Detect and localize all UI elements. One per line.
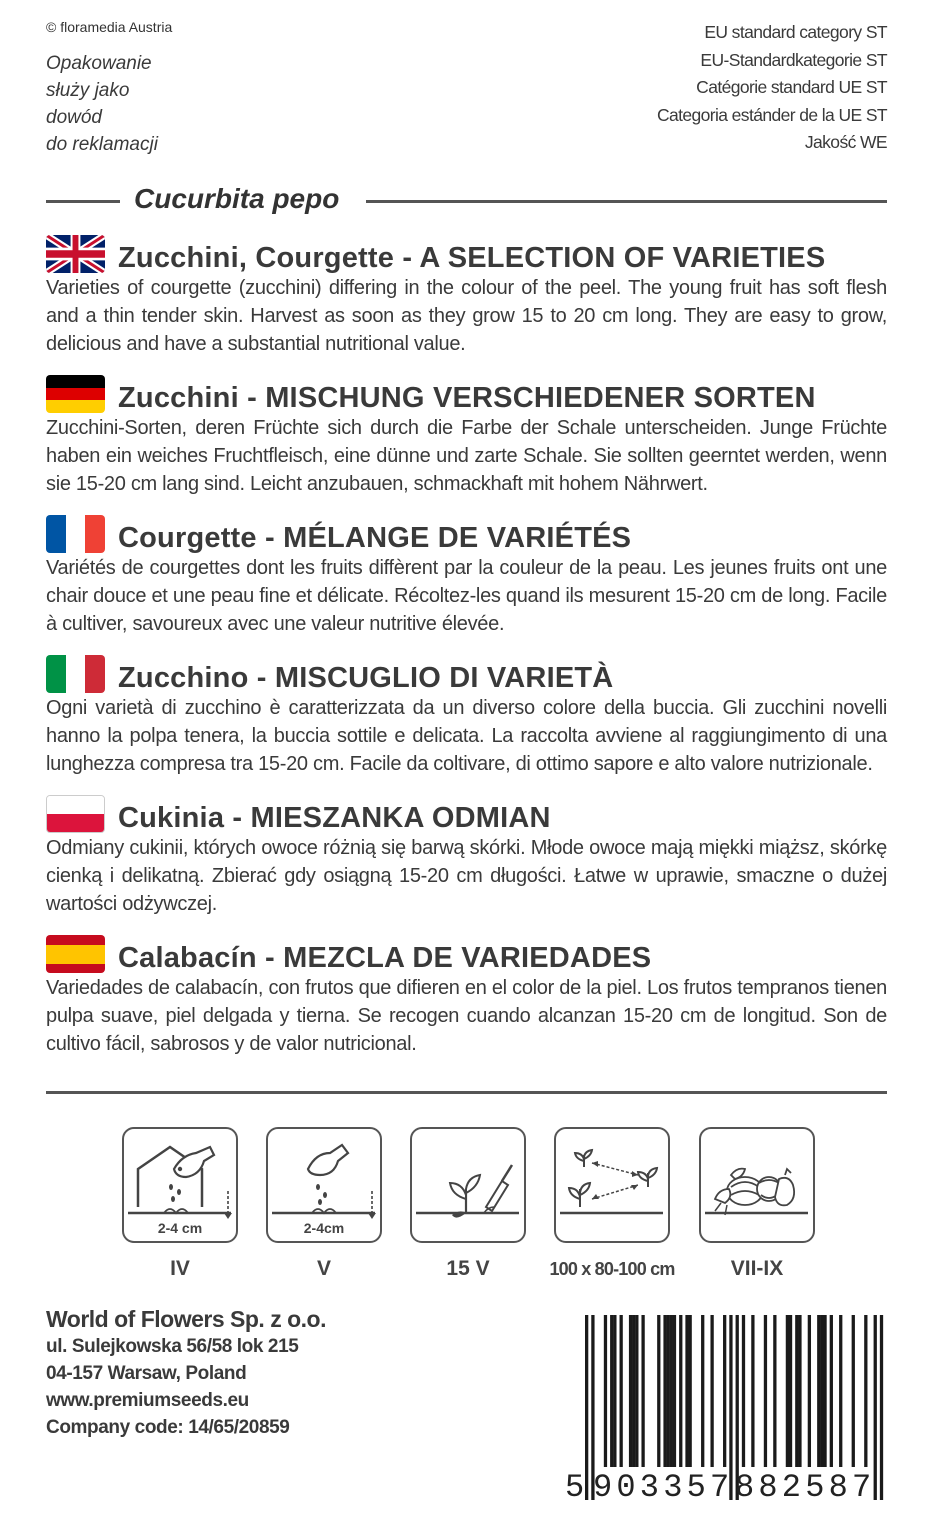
- lang-section-es: [46, 935, 887, 1058]
- lang-section-pl: [46, 795, 887, 918]
- barcode-left-group: 903357: [593, 1469, 734, 1506]
- company-website: www.premiumseeds.eu: [46, 1390, 249, 1411]
- barcode-bar: [839, 1315, 842, 1467]
- barcode-bar: [808, 1315, 811, 1467]
- divider-right: [366, 200, 887, 203]
- barcode-first-digit: 5: [565, 1469, 585, 1506]
- spacing-value: 100 x 80-100 cm: [549, 1259, 675, 1279]
- barcode-bar: [613, 1315, 616, 1467]
- complaint-line: służy jako: [46, 80, 130, 101]
- indoor-sowing-icon: [122, 1127, 238, 1243]
- barcode-bar: [880, 1315, 883, 1500]
- copyright-notice: © floramedia Austria: [46, 19, 173, 35]
- barcode-bar: [689, 1315, 692, 1467]
- barcode-bar: [795, 1315, 798, 1467]
- latin-name: Cucurbita pepo: [134, 183, 340, 214]
- barcode-bar: [852, 1315, 855, 1467]
- transplanting-date: 15 V: [446, 1257, 490, 1280]
- barcode-bar: [670, 1315, 673, 1467]
- category-line: Jakość WE: [804, 132, 887, 152]
- lang-title: Cukinia - MIESZANKA ODMIAN: [118, 802, 551, 834]
- barcode-bar: [864, 1315, 867, 1467]
- barcode-bar: [764, 1315, 767, 1467]
- italy-flag-icon: [46, 655, 105, 693]
- section-divider: [46, 1091, 887, 1094]
- sowing-indoor-month: IV: [170, 1257, 190, 1280]
- lang-title: Zucchini, Courgette - A SELECTION OF VARIETIES: [118, 242, 826, 274]
- lang-description: Zucchini-Sorten, deren Früchte sich durch die Farbe der Schale unterscheiden. Junge Früchte haben ein weiches Fruchtfleisch, eine dünne und zarte Schale. Sie sollten geerntet werden, wenn sie 15-20 cm lang sind. Leicht anzubauen, schmackhaft mit hohem Nährwert.: [46, 417, 887, 495]
- poland-flag-icon: [46, 795, 105, 833]
- lang-title: Calabacín - MEZCLA DE VARIEDADES: [118, 942, 652, 974]
- barcode-bar: [604, 1315, 607, 1467]
- barcode-bar: [635, 1315, 638, 1467]
- lang-section-en: [46, 235, 887, 358]
- harvest-months: VII-IX: [730, 1257, 784, 1280]
- lang-title: Courgette - MÉLANGE DE VARIÉTÉS: [118, 522, 632, 554]
- barcode-bar: [751, 1315, 754, 1467]
- barcode-bar: [786, 1315, 789, 1467]
- latin-name-row: [46, 183, 887, 219]
- company-street: ul. Sulejkowska 56/58 lok 215: [46, 1336, 299, 1357]
- company-city: 04-157 Warsaw, Poland: [46, 1363, 247, 1384]
- france-flag-icon: [46, 515, 105, 553]
- barcode-bar: [610, 1315, 613, 1467]
- barcode-bar: [632, 1315, 635, 1467]
- depth-label: 2-4 cm: [157, 1220, 203, 1236]
- barcode-bar: [710, 1315, 713, 1467]
- lang-section-de: [46, 375, 887, 498]
- complaint-line: Opakowanie: [46, 53, 152, 74]
- category-line: EU standard category ST: [704, 22, 887, 42]
- eu-category-block: [657, 19, 887, 157]
- category-line: Catégorie standard UE ST: [696, 77, 887, 97]
- barcode-bar: [685, 1315, 688, 1467]
- barcode-bar: [817, 1315, 820, 1467]
- complaint-line: dowód: [46, 107, 102, 128]
- spain-flag-icon: [46, 935, 105, 973]
- barcode-bar: [789, 1315, 792, 1467]
- category-line: Categoria estánder de la UE ST: [656, 104, 887, 125]
- lang-section-it: [46, 655, 887, 778]
- divider-left: [46, 200, 120, 203]
- complaint-note: [46, 50, 158, 158]
- lang-description: Odmiany cukinii, których owoce różnią się barwą skórki. Młode owoce mają miękki miąższ, skórkę cienką i delikatną. Zbierać gdy osiągną 15-20 cm długości. Łatwe w uprawie, smaczne o dużej wartości odżywczej.: [46, 837, 887, 915]
- barcode-bar: [823, 1315, 826, 1467]
- complaint-line: do reklamacji: [46, 134, 158, 155]
- lang-description: Ogni varietà di zucchino è caratterizzata da un diverso colore della buccia. Gli zucchini novelli hanno la polpa tenera, la buccia sottile e delicata. La raccolta avviene al raggiungimento di una lunghezza compresa tra 15-20 cm. Facile da coltivare, di ottimo sapore e alto valore nutrizionale.: [46, 697, 887, 775]
- company-info: [46, 1306, 326, 1441]
- barcode-bar: [620, 1315, 623, 1467]
- depth-label: 2-4cm: [303, 1220, 345, 1236]
- lang-title: Zucchino - MISCUGLIO DI VARIETÀ: [118, 662, 614, 694]
- barcode-bar: [641, 1315, 644, 1467]
- barcode-bar: [723, 1315, 726, 1467]
- lang-description: Variedades de calabacín, con frutos que difieren en el color de la piel. Los frutos tempranos tienen pulpa suave, piel delgada y tierna. Se recogen cuando alcanzan 15-20 cm de longitud. Son de cultivo fácil, sabrosos y de valor nutricional.: [46, 977, 887, 1055]
- barcode-bar: [673, 1315, 676, 1467]
- barcode-bar: [679, 1315, 682, 1467]
- barcode-bar: [701, 1315, 704, 1467]
- sowing-outdoor-month: V: [316, 1257, 331, 1280]
- barcode-bar: [742, 1315, 745, 1467]
- company-name: World of Flowers Sp. z o.o.: [46, 1306, 326, 1332]
- barcode-bar: [585, 1315, 588, 1500]
- transplanting-icon: [410, 1127, 526, 1243]
- outdoor-sowing-icon: [266, 1127, 382, 1243]
- harvest-icon: [699, 1127, 815, 1243]
- germany-flag-icon: [46, 375, 105, 413]
- barcode-bar: [773, 1315, 776, 1467]
- barcode-bar: [663, 1315, 666, 1467]
- barcode-bar: [830, 1315, 833, 1467]
- uk-flag-icon: [46, 235, 105, 273]
- lang-section-fr: [46, 515, 887, 638]
- barcode-bar: [820, 1315, 823, 1467]
- barcode-bar: [798, 1315, 801, 1467]
- barcode-right-group: 882587: [735, 1469, 876, 1506]
- lang-title: Zucchini - MISCHUNG VERSCHIEDENER SORTEN: [118, 382, 816, 414]
- spacing-icon: [554, 1127, 670, 1243]
- category-line: EU-Standardkategorie ST: [700, 49, 887, 70]
- barcode-bar: [657, 1315, 660, 1467]
- lang-description: Varieties of courgette (zucchini) differing in the colour of the peel. The young fruit has soft flesh and a thin tender skin. Harvest as soon as they grow 15 to 20 cm long. They are easy to grow, delicious and have a substantial nutritional value.: [46, 277, 887, 355]
- barcode-bar: [667, 1315, 670, 1467]
- barcode-bar: [629, 1315, 632, 1467]
- lang-description: Variétés de courgettes dont les fruits diffèrent par la couleur de la peau. Les jeunes fruits ont une chair douce et une peau fine et délicate. Récoltez-les quand ils mesurent 15-20 cm de long. Facile à cultiver, savoureux avec une valeur nutritive élevée.: [46, 557, 887, 635]
- company-code: Company code: 14/65/20859: [46, 1417, 290, 1438]
